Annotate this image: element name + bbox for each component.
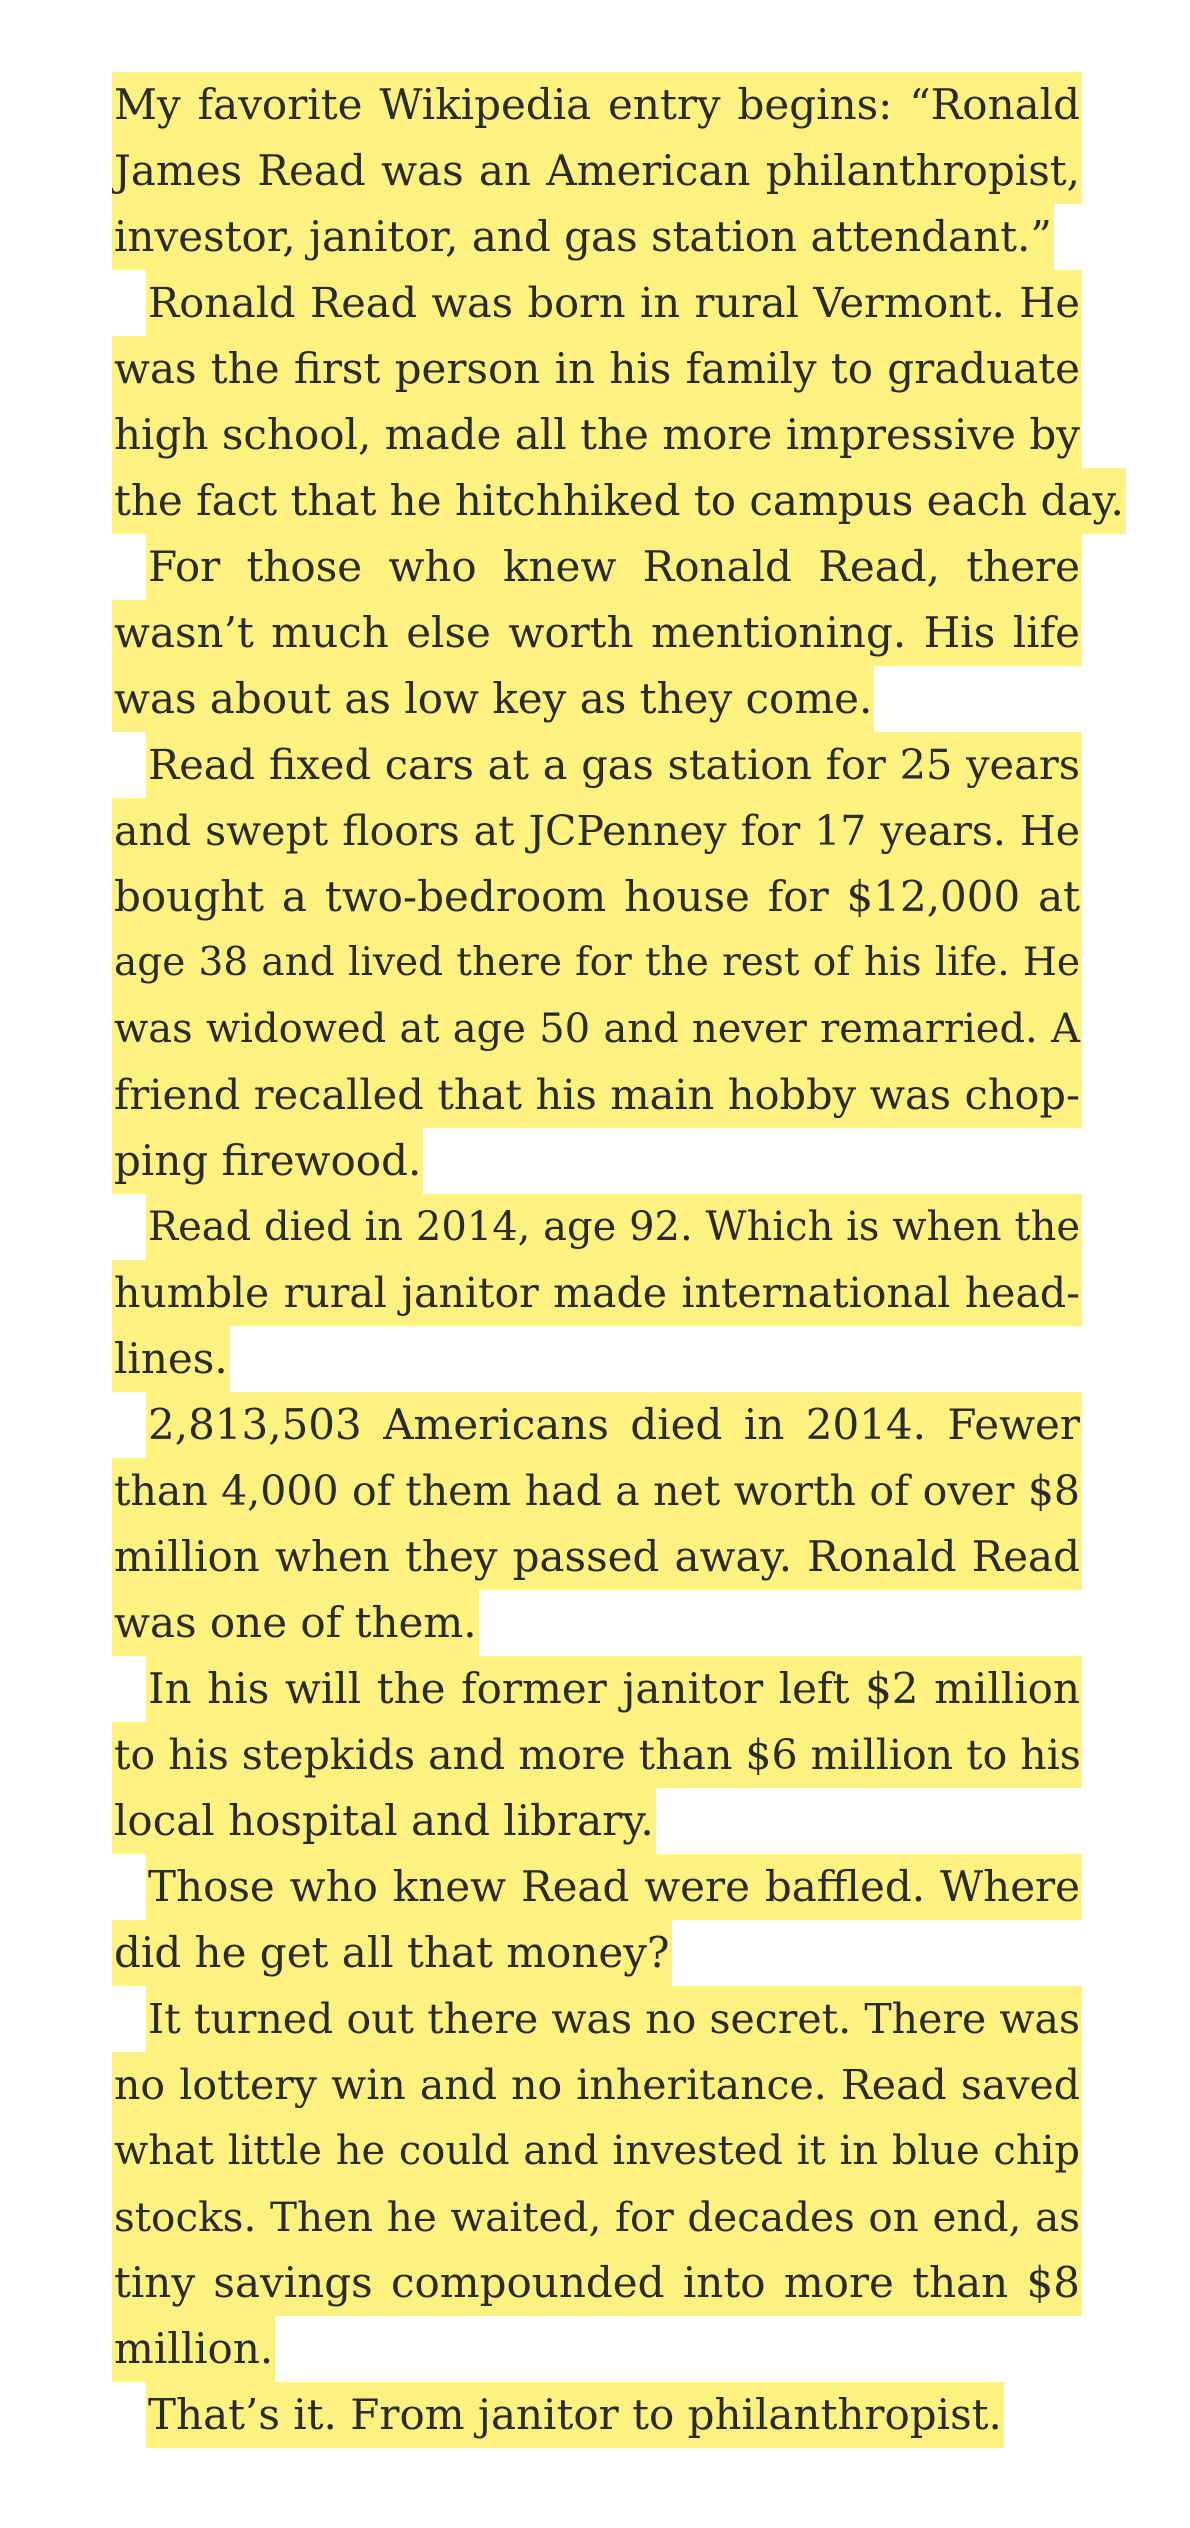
highlighted-text: was about as low key as they come. — [112, 666, 874, 732]
highlighted-text: It turned out there was no secret. There was — [146, 1986, 1082, 2052]
highlighted-text: what little he could and invested it in blue chip — [112, 2118, 1082, 2184]
highlighted-text: the fact that he hitchhiked to campus each day. — [112, 468, 1126, 534]
highlighted-text: 2,813,503 Americans died in 2014. Fewer — [146, 1392, 1082, 1458]
text-line — [112, 1656, 1082, 1722]
highlighted-text: In his will the former janitor left $2 million — [146, 1656, 1082, 1722]
highlighted-text: high school, made all the more impressive by — [112, 402, 1082, 468]
highlighted-text: was widowed at age 50 and never remarried. A — [112, 996, 1082, 1062]
text-line — [112, 2250, 1082, 2316]
highlighted-text: no lottery win and no inheritance. Read saved — [112, 2052, 1082, 2118]
text-line — [112, 732, 1082, 798]
highlighted-text: Those who knew Read were baffled. Where — [146, 1854, 1082, 1920]
text-line — [112, 1920, 1082, 1986]
text-line — [112, 336, 1082, 402]
text-line — [112, 1458, 1082, 1524]
highlighted-text: than 4,000 of them had a net worth of over $8 — [112, 1458, 1082, 1524]
highlighted-text: wasn’t much else worth mentioning. His life — [112, 600, 1082, 666]
text-line — [112, 798, 1082, 864]
text-line — [112, 1062, 1082, 1128]
paragraph-p5 — [112, 1194, 1082, 1392]
highlighted-text: bought a two-bedroom house for $12,000 at — [112, 864, 1082, 930]
highlighted-text: For those who knew Ronald Read, there — [146, 534, 1082, 600]
text-line — [112, 1194, 1082, 1260]
highlighted-text: Read died in 2014, age 92. Which is when the — [146, 1194, 1082, 1260]
highlighted-text: friend recalled that his main hobby was chop- — [112, 1062, 1082, 1128]
text-line — [112, 864, 1082, 930]
highlighted-text: Ronald Read was born in rural Vermont. He — [146, 270, 1082, 336]
text-line — [112, 1260, 1082, 1326]
highlighted-text: investor, janitor, and gas station attendant.” — [112, 204, 1054, 270]
text-line — [112, 1722, 1082, 1788]
text-line — [112, 1590, 1082, 1656]
text-line — [112, 930, 1082, 996]
text-line — [112, 270, 1082, 336]
highlighted-text: was one of them. — [112, 1590, 479, 1656]
text-line — [112, 204, 1082, 270]
text-line — [112, 666, 1082, 732]
text-line — [112, 468, 1124, 534]
highlighted-text: local hospital and library. — [112, 1788, 656, 1854]
text-line — [112, 2184, 1082, 2250]
highlighted-text: My favorite Wikipedia entry begins: “Ronald — [112, 72, 1082, 138]
highlighted-text: humble rural janitor made international head- — [112, 1260, 1082, 1326]
paragraph-p4 — [112, 732, 1082, 1194]
text-line — [112, 2052, 1082, 2118]
text-line — [112, 1392, 1082, 1458]
paragraph-p3 — [112, 534, 1082, 732]
highlighted-text: million when they passed away. Ronald Read — [112, 1524, 1082, 1590]
text-line — [112, 1326, 1082, 1392]
highlighted-text: and swept floors at JCPenney for 17 years. He — [112, 798, 1082, 864]
text-line — [112, 1128, 1082, 1194]
paragraph-p1 — [112, 72, 1082, 270]
paragraph-p2 — [112, 270, 1124, 534]
text-line — [112, 2382, 1082, 2448]
highlighted-text: That’s it. From janitor to philanthropist. — [146, 2382, 1004, 2448]
text-line — [112, 402, 1082, 468]
paragraph-p10 — [112, 2382, 1082, 2448]
text-line — [112, 2118, 1082, 2184]
highlighted-text: age 38 and lived there for the rest of his life. He — [112, 930, 1082, 996]
highlighted-text: stocks. Then he waited, for decades on end, as — [112, 2184, 1082, 2250]
text-line — [112, 1524, 1082, 1590]
text-line — [112, 600, 1082, 666]
text-line — [112, 1854, 1082, 1920]
text-line — [112, 996, 1082, 1062]
text-line — [112, 138, 1082, 204]
highlighted-text: tiny savings compounded into more than $8 — [112, 2250, 1082, 2316]
paragraph-p9 — [112, 1986, 1082, 2382]
highlighted-text: was the first person in his family to graduate — [112, 336, 1082, 402]
paragraph-p7 — [112, 1656, 1082, 1854]
highlighted-text: Read fixed cars at a gas station for 25 years — [146, 732, 1082, 798]
book-page — [112, 72, 1124, 2448]
paragraph-p8 — [112, 1854, 1082, 1986]
highlighted-text: lines. — [112, 1326, 230, 1392]
highlighted-text: did he get all that money? — [112, 1920, 672, 1986]
text-line — [112, 2316, 1082, 2382]
text-line — [112, 72, 1082, 138]
text-line — [112, 534, 1082, 600]
paragraph-p6 — [112, 1392, 1082, 1656]
text-line — [112, 1986, 1082, 2052]
text-line — [112, 1788, 1082, 1854]
highlighted-text: to his stepkids and more than $6 million to his — [112, 1722, 1082, 1788]
highlighted-text: million. — [112, 2316, 275, 2382]
highlighted-text: James Read was an American philanthropist, — [112, 138, 1082, 204]
highlighted-text: ping firewood. — [112, 1128, 423, 1194]
